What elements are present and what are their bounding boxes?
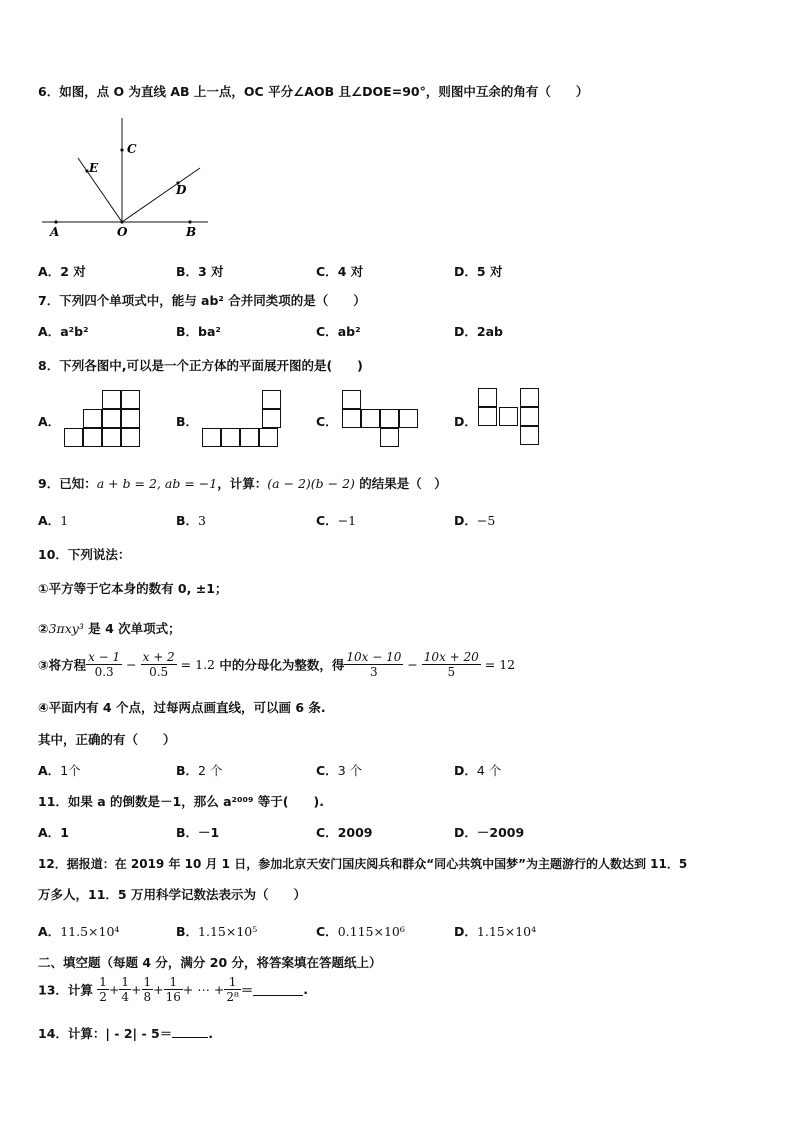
q10-ask: 其中，正确的有（ ） bbox=[38, 732, 176, 747]
q13-stem: 13．计算 $\frac{1}{2}$ + $\frac{1}{4}$ + $\frac{1}{8}$ + $\frac{1}{16}$ + ⋯ + $\frac{1}{\text{2⁸}}$ ＝ . bbox=[38, 975, 309, 1004]
section-title: 二、填空题（每题 4 分，满分 20 分，将答案填在答题纸上） bbox=[38, 955, 382, 970]
q11-option-b[interactable]: B．－1 bbox=[176, 825, 220, 840]
q7-option-b[interactable]: B．ba² bbox=[176, 324, 221, 339]
q7-option-a[interactable]: A．a²b² bbox=[38, 324, 89, 339]
q7-option-d[interactable]: D．2ab bbox=[454, 324, 503, 339]
fraction: $\frac{x + 2}{0.5}$ bbox=[142, 650, 175, 679]
q9-option-b[interactable]: B．3 bbox=[176, 513, 206, 528]
label-c: C bbox=[127, 142, 137, 156]
q11-option-d[interactable]: D．－2009 bbox=[454, 825, 525, 840]
q10-statement-1: ①平方等于它本身的数有 0, ±1； bbox=[38, 581, 228, 596]
q12-option-a[interactable]: A．11.5×10⁴ bbox=[38, 924, 120, 939]
q7-stem: 7．下列四个单项式中，能与 ab² 合并同类项的是（ ） bbox=[38, 293, 366, 308]
q6-option-a[interactable]: A．2 对 bbox=[38, 264, 86, 279]
q9-stem: 9．已知：a + b = 2, ab = −1，计算：(a − 2)(b − 2) 的结果是（ ） bbox=[38, 476, 447, 491]
fraction: $\frac{1}{4}$ bbox=[121, 975, 130, 1004]
q6-option-c[interactable]: C．4 对 bbox=[316, 264, 364, 279]
fraction: $\frac{1}{\text{2⁸}}$ bbox=[226, 975, 239, 1004]
fraction: $\frac{1}{2}$ bbox=[99, 975, 107, 1004]
answer-blank[interactable] bbox=[172, 1025, 208, 1038]
q9-option-c[interactable]: C．−1 bbox=[316, 513, 357, 528]
q8-option-d[interactable]: D． bbox=[454, 414, 477, 429]
q12-option-b[interactable]: B．1.15×10⁵ bbox=[176, 924, 258, 939]
label-e: E bbox=[89, 161, 99, 175]
q6-angle-diagram bbox=[38, 112, 218, 240]
point-b bbox=[188, 220, 191, 223]
q12-option-c[interactable]: C．0.115×10⁶ bbox=[316, 924, 405, 939]
fraction: $\frac{1}{16}$ bbox=[165, 975, 181, 1004]
q10-option-a[interactable]: A．1个 bbox=[38, 763, 81, 778]
point-c bbox=[120, 148, 123, 151]
label-o: O bbox=[117, 225, 128, 239]
q10-stem: 10．下列说法： bbox=[38, 547, 131, 562]
q9-option-d[interactable]: D．−5 bbox=[454, 513, 496, 528]
q8-stem: 8．下列各图中,可以是一个正方体的平面展开图的是( ) bbox=[38, 358, 363, 373]
q10-option-b[interactable]: B．2 个 bbox=[176, 763, 223, 778]
ray-oe bbox=[78, 158, 122, 222]
fraction: $\frac{1}{8}$ bbox=[143, 975, 152, 1004]
q12-stem-line2: 万多人，11．5 万用科学记数法表示为（ ） bbox=[38, 887, 306, 902]
q11-stem: 11．如果 a 的倒数是－1，那么 a²⁰⁰⁹ 等于( ). bbox=[38, 794, 324, 809]
q8-option-c[interactable]: C． bbox=[316, 414, 338, 429]
q10-option-d[interactable]: D．4 个 bbox=[454, 763, 502, 778]
q10-statement-4: ④平面内有 4 个点，过每两点画直线，可以画 6 条. bbox=[38, 700, 326, 715]
ray-od bbox=[122, 168, 200, 222]
answer-blank[interactable] bbox=[253, 983, 303, 996]
q14-stem: 14．计算：| - 2| - 5＝ . bbox=[38, 1026, 213, 1041]
label-a: A bbox=[50, 225, 60, 239]
q10-statement-2: ②3πxy³ 是 4 次单项式； bbox=[38, 621, 181, 636]
q8-option-b[interactable]: B． bbox=[176, 414, 199, 429]
fraction: $\frac{10x + 20}{5}$ bbox=[423, 650, 479, 679]
point-o bbox=[120, 220, 123, 223]
q7-option-c[interactable]: C．ab² bbox=[316, 324, 361, 339]
q11-option-c[interactable]: C．2009 bbox=[316, 825, 373, 840]
q10-statement-3: ③将方程 $\frac{x - 1}{0.3}$ − $\frac{x + 2}{0.5}$ = 1.2 中的分母化为整数，得 $\frac{10x - 10}{3}$ − $\frac{10x + 20}{5}$ = 12 bbox=[38, 650, 516, 679]
point-a bbox=[54, 220, 57, 223]
q6-option-d[interactable]: D．5 对 bbox=[454, 264, 503, 279]
q12-option-d[interactable]: D．1.15×10⁴ bbox=[454, 924, 537, 939]
q10-option-c[interactable]: C．3 个 bbox=[316, 763, 363, 778]
label-b: B bbox=[186, 225, 197, 239]
q11-option-a[interactable]: A．1 bbox=[38, 825, 69, 840]
q6-stem: 6．如图，点 O 为直线 AB 上一点，OC 平分∠AOB 且∠DOE=90°，则图中互余的角有（ ） bbox=[38, 84, 589, 99]
fraction: $\frac{x - 1}{0.3}$ bbox=[88, 650, 121, 679]
label-d: D bbox=[176, 183, 187, 197]
q9-option-a[interactable]: A．1 bbox=[38, 513, 69, 528]
q12-stem-line1: 12．据报道：在 2019 年 10 月 1 日，参加北京天安门国庆阅兵和群众“同心共筑中国梦”为主题游行的人数达到 11．5 bbox=[38, 857, 688, 871]
q6-option-b[interactable]: B．3 对 bbox=[176, 264, 224, 279]
q8-option-a[interactable]: A． bbox=[38, 414, 61, 429]
fraction: $\frac{10x - 10}{3}$ bbox=[346, 650, 402, 679]
